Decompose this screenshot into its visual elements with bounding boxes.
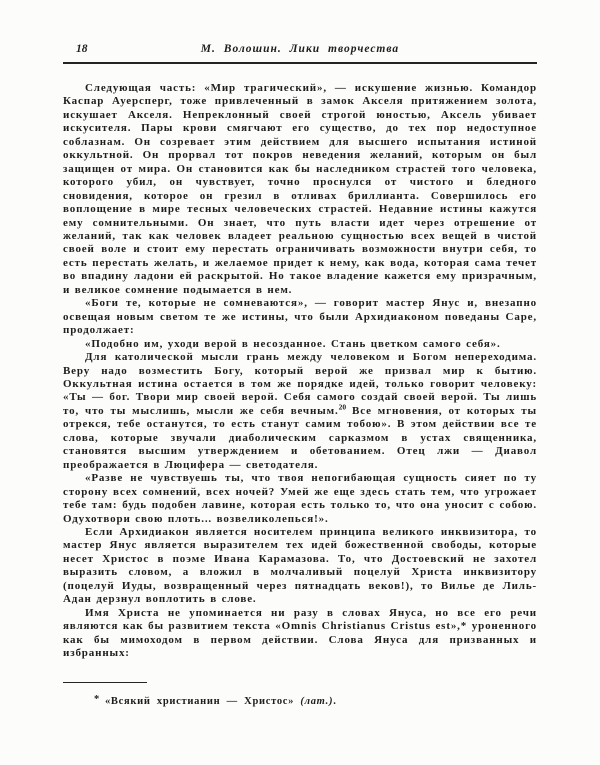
paragraph-2: «Боги те, которые не сомневаются», — говорит мастер Янус и, внезапно освещая новым светом те же истины, что были Архидиаконом поведаны Саре, продолжает: (63, 297, 537, 337)
paragraph-1: Следующая часть: «Мир трагический», — искушение жизнью. Командор Каспар Ауерсперг, тоже привлеченный в замок Акселя притяжением золота, искушает Акселя. Непреклонный своей строгой юностью, Аксель убивает искусителя. Пары крови смягчают его существо, до тех пор недоступное соблазнам. Он созревает этим действием для высшего испытания истиной оккультной. Он прорвал тот покров неведения желаний, которым он был защищен от мира. Он становится как бы наследником страстей того человека, которого убил, он чувствует, точно проснулся от чистого и бледного сновидения, которое он грезил в отливах бриллианта. Совершилось его воплощение в мире тесных человеческих страстей. Недавние истины кажутся ему сомнительными. Он знает, что путь власти идет через отрешение от желаний, так как человек владеет реальною сущностью всех вещей в чистой своей воле и стоит ему перестать ограничивать возможности внутри себя, то есть перестать желать, и желаемое придет к нему, как вода, которая сама течет во впадину ладони ей раскрытой. Но такое владение кажется ему призрачным, и великое сомнение подымается в нем. (63, 82, 537, 296)
paragraph-3: «Подобно им, уходи верой в несозданное. Стань цветком самого себя». (85, 337, 501, 350)
paragraph-4-text-after: Все мгновения, от которых ты отрекся, тебе останутся, то есть станут самим тобою». В этом действии все те слова, которые звучали диаболическим сарказмом в устах священника, становятся высшим утверждением и обетованием. Отец лжи — Диавол преображается в Люцифера — светодателя. (63, 404, 537, 471)
paragraph-5: «Разве не чувствуешь ты, что твоя непогибающая сущность сияет по ту сторону всех сомнений, всех ночей? Умей же еще здесь стать тем, что угрожает тебе там: будь подобен лавине, которая есть только то, что она уносит с собою. Одухотвори свою плоть... возвеликолепься!». (63, 472, 537, 525)
footnote-separator (63, 682, 147, 683)
page-header (63, 43, 537, 58)
footnote-reference-20: 20 (338, 402, 347, 412)
paragraph-4 (63, 351, 537, 472)
footnote-asterisk-marker: * (94, 694, 100, 705)
footnote-period: . (333, 696, 337, 707)
paragraph-7: Имя Христа не упоминается ни разу в словах Януса, но все его речи являются как бы развитием текста «Omnis Christianus Cristus est»,* уроненного как бы мимоходом в первом действии. Слова Януса для призванных и избранных: (63, 606, 537, 660)
footnote-lat-label: (лат.) (300, 696, 334, 707)
header-rule (63, 62, 537, 64)
running-head: М. Волошин. Лики творчества (200, 43, 400, 55)
page-number: 18 (76, 43, 88, 55)
paragraph-6: Если Архидиакон является носителем принципа великого инквизитора, то мастер Янус является выразителем тех идей божественной свободы, которые несет Христос в поэме Ивана Карамазова. То, что Достоевский не захотел выразить словом, а вложил в молчаливый поцелуй Христа инквизитору (поцелуй Иуды, возвращенный через пятнадцать веков!), то Вилье де Лиль-Адан дерзнул воплотить в слове. (63, 525, 537, 606)
paragraph-4-text: Для католической мысли грань между человеком и Богом непереходима. Веру надо возместить Богу, который верой же призвал мир к бытию. Оккультная истина остается в том же порядке идей, только говорит человеку: «Ты — бог. Твори мир своей верой. Себя самого создай своей верой. Ты лишь то, что ты мыслишь, мысли же себя вечным. (63, 351, 537, 417)
footnote-text: «Всякий христианин — Христос» (104, 696, 301, 707)
page-body (63, 82, 537, 660)
footnote (63, 696, 537, 707)
